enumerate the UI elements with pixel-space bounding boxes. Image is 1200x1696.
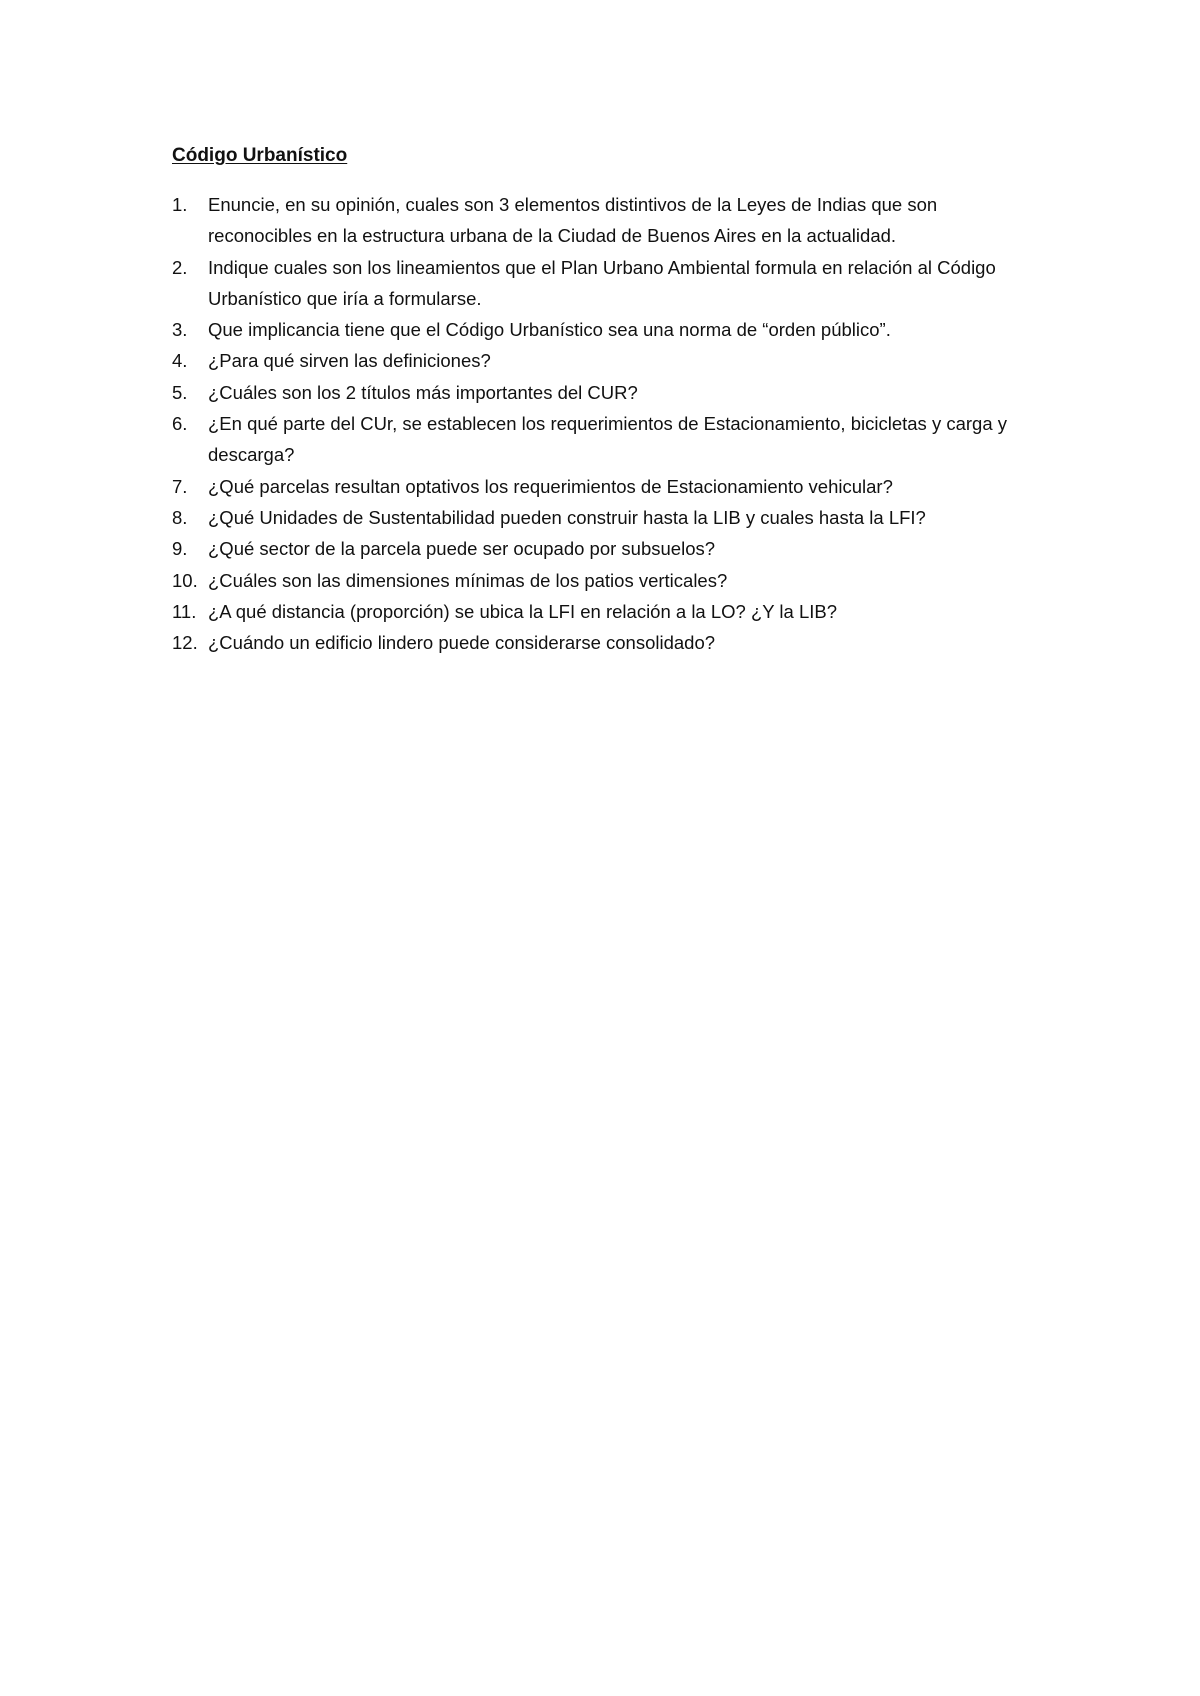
item-number: 3. xyxy=(172,319,188,341)
list-item xyxy=(172,252,1032,315)
item-text: ¿Cuáles son las dimensiones mínimas de los patios verticales? xyxy=(208,569,728,591)
document-title: Código Urbanístico xyxy=(172,145,348,166)
item-number: 5. xyxy=(172,381,188,403)
item-number: 11. xyxy=(172,600,197,622)
item-text: Indique cuales son los lineamientos que el Plan Urbano Ambiental formula en relación al Código Urbanístico que iría a formularse. xyxy=(208,256,996,309)
list-item xyxy=(172,565,1032,596)
item-text: ¿Cuándo un edificio lindero puede considerarse consolidado? xyxy=(208,632,716,654)
list-item xyxy=(172,533,1032,564)
item-text: ¿Para qué sirven las definiciones? xyxy=(208,350,491,372)
list-item xyxy=(172,627,1032,658)
item-number: 10. xyxy=(172,569,198,591)
item-number: 1. xyxy=(172,194,188,215)
list-item xyxy=(172,502,1032,533)
item-number: 12. xyxy=(172,632,198,654)
item-number: 9. xyxy=(172,538,188,560)
item-number: 6. xyxy=(172,413,188,435)
question-list xyxy=(172,189,1032,658)
item-text: ¿Qué parcelas resultan optativos los requerimientos de Estacionamiento vehicular? xyxy=(208,475,893,497)
list-item xyxy=(172,345,1032,376)
item-text: ¿Qué sector de la parcela puede ser ocupado por subsuelos? xyxy=(208,538,716,560)
item-text: ¿Cuáles son los 2 títulos más importantes del CUR? xyxy=(208,381,638,403)
item-text: Que implicancia tiene que el Código Urbanístico sea una norma de “orden público”. xyxy=(208,319,891,341)
item-text: ¿A qué distancia (proporción) se ubica la LFI en relación a la LO? ¿Y la LIB? xyxy=(208,600,838,622)
item-text: ¿En qué parte del CUr, se establecen los requerimientos de Estacionamiento, bicicletas y carga y descarga? xyxy=(208,413,1007,466)
list-item xyxy=(172,377,1032,408)
item-number: 4. xyxy=(172,350,188,372)
item-text: Enuncie, en su opinión, cuales son 3 elementos distintivos de la Leyes de Indias que son reconocibles en la estructura urbana de la Ciudad de Buenos Aires en la actualidad. xyxy=(208,194,938,247)
list-item xyxy=(172,189,1032,252)
item-number: 8. xyxy=(172,506,188,528)
item-number: 7. xyxy=(172,475,188,497)
list-item xyxy=(172,471,1032,502)
list-item xyxy=(172,408,1032,471)
list-item xyxy=(172,314,1032,345)
item-number: 2. xyxy=(172,256,188,278)
list-item xyxy=(172,596,1032,627)
item-text: ¿Qué Unidades de Sustentabilidad pueden construir hasta la LIB y cuales hasta la LFI? xyxy=(208,506,926,528)
